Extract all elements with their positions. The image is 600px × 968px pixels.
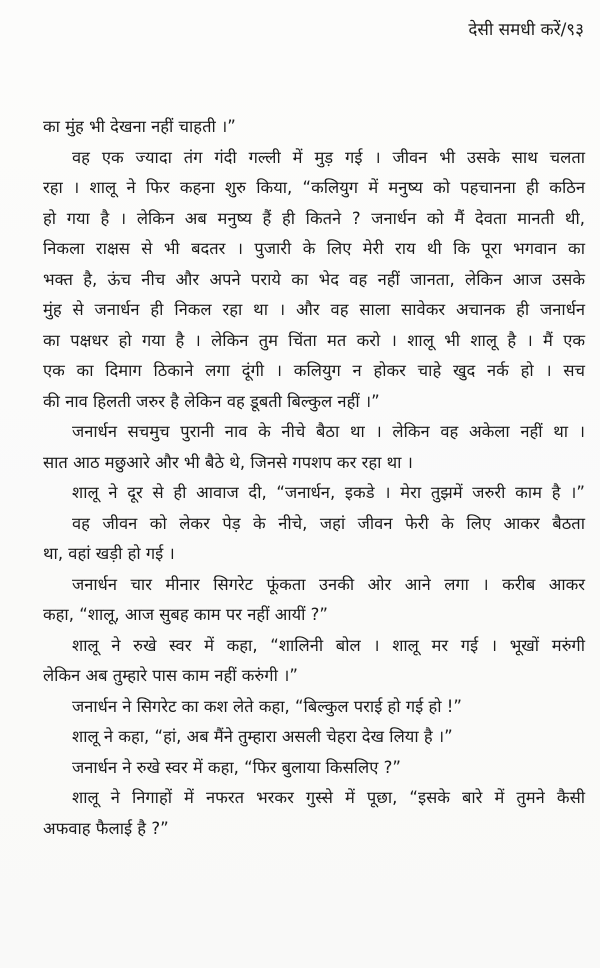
- text-line: शालू ने दूर से ही आवाज दी, “जनार्धन, इकडे । मेरा तुझमें जरुरी काम है ।”: [72, 483, 585, 502]
- text-line: रहा । शालू ने फिर कहना शुरु किया, “कलियुग में मनुष्य को पहचानना ही कठिन: [43, 178, 585, 197]
- text-line: वह एक ज्यादा तंग गंदी गल्ली में मुड़ गई । जीवन भी उसके साथ चलता: [72, 147, 585, 167]
- text-line: कहा, “शालू, आज सुबह काम पर नहीं आयीं ?”: [43, 605, 328, 624]
- text-line: की नाव हिलती जरुर है लेकिन वह डूबती बिल्कुल नहीं ।”: [43, 391, 380, 411]
- text-line: का मुंह भी देखना नहीं चाहती ।”: [43, 117, 236, 136]
- text-line: निकला राक्षस से भी बदतर । पुजारी के लिए मेरी राय थी कि पूरा भगवान का: [43, 239, 585, 258]
- text-line: वह जीवन को लेकर पेड़ के नीचे, जहां जीवन फेरी के लिए आकर बैठता: [72, 513, 585, 533]
- text-line: का पक्षधर हो गया है । लेकिन तुम चिंता मत करो । शालू भी शालू है । मैं एक: [43, 330, 585, 350]
- text-line: शालू ने कहा, “हां, अब मैंने तुम्हारा असली चेहरा देख लिया है ।”: [72, 727, 453, 746]
- text-line: शालू ने निगाहों में नफरत भरकर गुस्से में पूछा, “इसके बारे में तुमने कैसी: [72, 788, 585, 807]
- text-line: सात आठ मछुआरे और भी बैठे थे, जिनसे गपशप कर रहा था ।: [43, 452, 413, 472]
- text-line: अफवाह फैलाई है ?”: [43, 818, 169, 838]
- text-line: एक का दिमाग ठिकाने लगा दूंगी । कलियुग न होकर चाहे खुद नर्क हो । सच: [43, 361, 585, 380]
- text-line: शालू ने रुखे स्वर में कहा, “शालिनी बोल । शालू मर गई । भूखों मरुंगी: [72, 635, 585, 655]
- text-line: जनार्धन ने रुखे स्वर में कहा, “फिर बुलाया किसलिए ?”: [72, 757, 401, 777]
- text-line: जनार्धन ने सिगरेट का कश लेते कहा, “बिल्कुल पराई हो गई हो !”: [72, 696, 462, 716]
- text-line: हो गया है । लेकिन अब मनुष्य हैं ही कितने ? जनार्धन को मैं देवता मानती थी,: [43, 208, 585, 228]
- text-line: था, वहां खड़ी हो गई ।: [43, 544, 175, 563]
- running-head: देसी समधी करें/९३: [468, 20, 584, 40]
- text-line: लेकिन अब तुम्हारे पास काम नहीं करुंगी ।”: [43, 666, 298, 685]
- text-line: जनार्धन सचमुच पुरानी नाव के नीचे बैठा था । लेकिन वह अकेला नहीं था ।: [72, 422, 585, 441]
- text-line: मुंह से जनार्धन ही निकल रहा था । और वह साला सावेकर अचानक ही जनार्धन: [43, 300, 585, 319]
- text-line: भक्त है, ऊंच नीच और अपने पराये का भेद वह नहीं जानता, लेकिन आज उसके: [43, 269, 585, 289]
- text-line: जनार्धन चार मीनार सिगरेट फूंकता उनकी ओर आने लगा । करीब आकर: [72, 574, 585, 594]
- body-text: [43, 112, 585, 844]
